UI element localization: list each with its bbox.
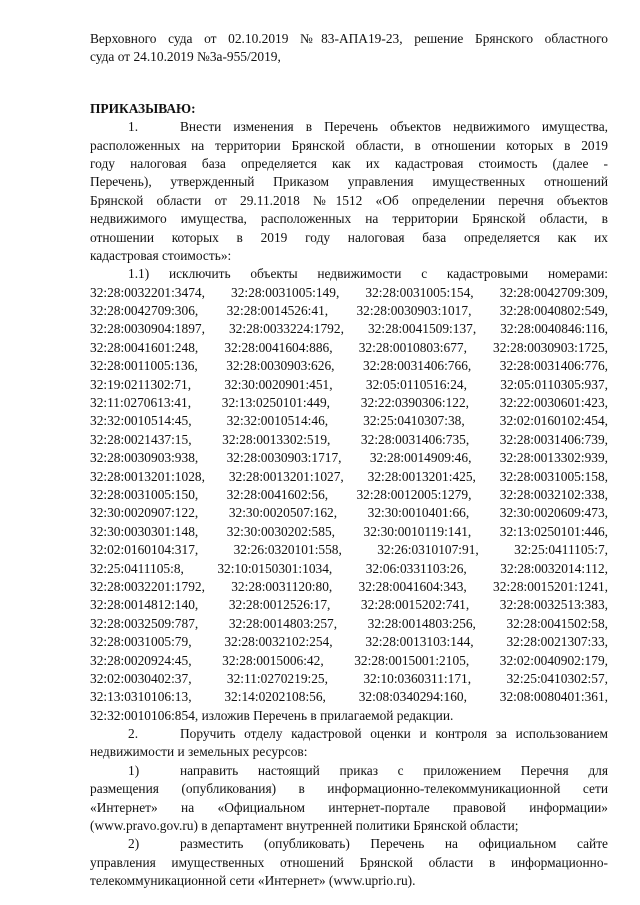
cadastral-line: 32:28:0032201:3474, 32:28:0031005:149, 32:28:0031005:154, 32:28:0042709:309,	[90, 284, 608, 300]
cadastral-line: 32:28:0032509:787, 32:28:0014803:257, 32:28:0014803:256, 32:28:0041502:58,	[90, 615, 608, 631]
subitem-1-line: «Интернет» на «Официальном интернет-портале правовой информации»	[90, 799, 608, 815]
subitem-1-line: размещения (опубликования) в информационно-телекоммуникационной сети	[90, 781, 608, 797]
item2-line: недвижимости и земельных ресурсов:	[90, 744, 308, 760]
item2-text: Поручить отделу кадастровой оценки и контроля за использованием	[180, 726, 608, 742]
cadastral-line: 32:28:0030903:938, 32:28:0030903:1717, 32:28:0014909:46, 32:28:0013302:939,	[90, 450, 608, 466]
cadastral-line: 32:28:0030904:1897, 32:28:0033224:1792, 32:28:0041509:137, 32:28:0040846:116,	[90, 321, 608, 337]
cadastral-line: 32:28:0011005:136, 32:28:0030903:626, 32:28:0031406:766, 32:28:0031406:776,	[90, 358, 608, 374]
item1-line: году налоговая база определяется как их кадастровая стоимость (далее -	[90, 155, 608, 171]
cadastral-line: 32:02:0030402:37, 32:11:0270219:25, 32:10:0360311:171, 32:25:0410302:57,	[90, 670, 608, 686]
subitem-number: 2)	[128, 836, 140, 852]
item1-line: Перечень), утвержденный Приказом управления имущественных отношений	[90, 174, 608, 190]
cadastral-line: 32:19:0211302:71, 32:30:0020901:451, 32:05:0110516:24, 32:05:0110305:937,	[90, 376, 608, 392]
cadastral-line: 32:28:0013201:1028, 32:28:0013201:1027, 32:28:0013201:425, 32:28:0031005:158,	[90, 468, 608, 484]
subitem-2-line: управления имущественных отношений Брянской области в информационно-	[90, 854, 608, 870]
item-number: 1.	[128, 119, 139, 135]
subitem-1-1-first-line: 1.1) исключить объекты недвижимости с кадастровыми номерами:	[128, 266, 608, 282]
cadastral-line: 32:28:0031005:150, 32:28:0041602:56, 32:28:0012005:1279, 32:28:0032102:338,	[90, 486, 608, 502]
subitem-1-last-line: (www.pravo.gov.ru) в департамент внутренней политики Брянской области;	[90, 818, 519, 834]
cadastral-line: 32:02:0160104:317, 32:26:0320101:558, 32:26:0310107:91, 32:25:0411105:7,	[90, 542, 608, 558]
item1-line: отношении которых в 2019 году налоговая база определяется как их	[90, 229, 608, 245]
item1-line: недвижимого имущества, расположенных на территории Брянской области, в	[90, 211, 608, 227]
cadastral-line: 32:28:0021437:15, 32:28:0013302:519, 32:28:0031406:735, 32:28:0031406:739,	[90, 431, 608, 447]
cadastral-line: 32:28:0032201:1792, 32:28:0031120:80, 32:28:0041604:343, 32:28:0015201:1241,	[90, 578, 608, 594]
item-number: 2.	[128, 726, 139, 742]
subitem-2-first-line	[90, 835, 608, 853]
cadastral-line: 32:13:0310106:13, 32:14:0202108:56, 32:08:0340294:160, 32:08:0080401:361,	[90, 689, 608, 705]
intro-line: суда от 24.10.2019 №3а-955/2019,	[90, 49, 281, 65]
cadastral-line: 32:28:0014812:140, 32:28:0012526:17, 32:28:0015202:741, 32:28:0032513:383,	[90, 597, 608, 613]
cadastral-line: 32:28:0041601:248, 32:28:0041604:886, 32:28:0010803:677, 32:28:0030903:1725,	[90, 339, 608, 355]
item1-first-line	[90, 118, 608, 136]
cadastral-line: 32:32:0010514:45, 32:32:0010514:46, 32:25:0410307:38, 32:02:0160102:454,	[90, 413, 608, 429]
item1-line: кадастровая стоимость»:	[90, 247, 232, 263]
cadastral-last-line: 32:32:0010106:854, изложив Перечень в прилагаемой редакции.	[90, 707, 454, 723]
cadastral-line: 32:25:0411105:8, 32:10:0150301:1034, 32:06:0331103:26, 32:28:0032014:112,	[90, 560, 608, 576]
item1-line: Брянской области от 29.11.2018 №1512 «Об определении перечня объектов	[90, 192, 608, 208]
cadastral-line: 32:11:0270613:41, 32:13:0250101:449, 32:22:0390306:122, 32:22:0030601:423,	[90, 395, 608, 411]
cadastral-line: 32:30:0030301:148, 32:30:0030202:585, 32:30:0010119:141, 32:13:0250101:446,	[90, 523, 608, 539]
subitem-1-first-line	[90, 762, 608, 780]
intro-line: Верховного суда от 02.10.2019 №83-АПА19-23, решение Брянского областного	[90, 31, 608, 46]
cadastral-line: 32:30:0020907:122, 32:30:0020507:162, 32:30:0010401:66, 32:30:0020609:473,	[90, 505, 608, 521]
item2-first-line	[90, 725, 608, 743]
subitem-2-last-line: телекоммуникационной сети «Интернет» (www.uprio.ru).	[90, 873, 416, 889]
item1-text: Внести изменения в Перечень объектов недвижимого имущества,	[180, 119, 608, 135]
subitem-number: 1)	[128, 762, 140, 778]
cadastral-line: 32:28:0031005:79, 32:28:0032102:254, 32:28:0013103:144, 32:28:0021307:33,	[90, 634, 608, 650]
item1-line: расположенных на территории Брянской области, в отношении которых в 2019	[90, 137, 608, 153]
subitem-1-text: направить настоящий приказ с приложением Перечня для	[180, 762, 608, 778]
order-heading: ПРИКАЗЫВАЮ:	[90, 100, 196, 116]
cadastral-line: 32:28:0042709:306, 32:28:0014526:41, 32:28:0030903:1017, 32:28:0040802:549,	[90, 303, 608, 319]
document-page	[90, 30, 608, 891]
cadastral-line: 32:28:0020924:45, 32:28:0015006:42, 32:28:0015001:2105, 32:02:0040902:179,	[90, 652, 608, 668]
subitem-2-text: разместить (опубликовать) Перечень на официальном сайте	[180, 836, 608, 852]
